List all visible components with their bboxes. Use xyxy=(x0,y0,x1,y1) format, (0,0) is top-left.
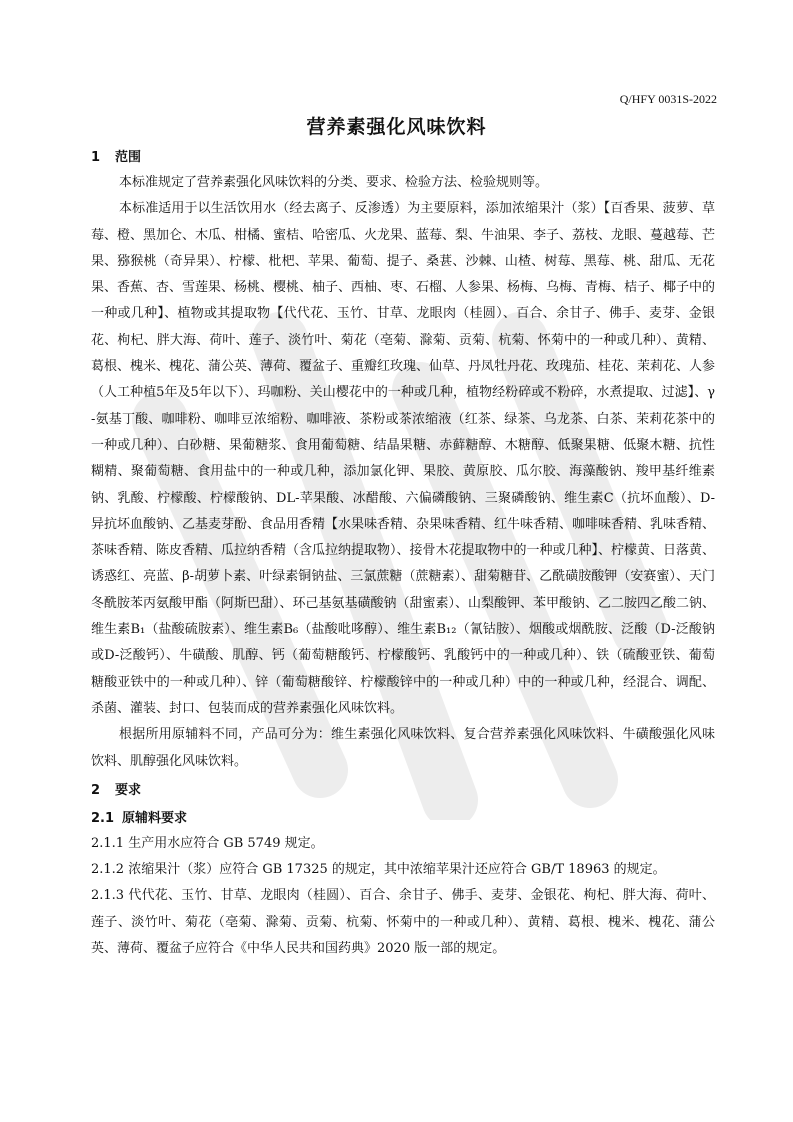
paragraph-scope-intro: 本标准规定了营养素强化风味饮料的分类、要求、检验方法、检验规则等。 xyxy=(119,175,549,190)
document-title: 营养素强化风味饮料 xyxy=(306,116,487,138)
document-body xyxy=(91,146,715,962)
clause-2-1-2: 2.1.2 浓缩果汁（浆）应符合 GB 17325 的规定，其中浓缩苹果汁还应符合 GB/T 18963 的规定。 xyxy=(91,862,666,878)
paragraph-scope-applicability: 本标准适用于以生活饮用水（经去离子、反渗透）为主要原料，添加浓缩果汁（浆）【百香果、菠萝、草莓、橙、黑加仑、木瓜、柑橘、蜜桔、哈密瓜、火龙果、蓝莓、梨、牛油果、李子、荔枝、龙眼、蔓越莓、芒果、猕猴桃（奇异果）、柠檬、枇杷、苹果、葡萄、提子、桑葚、沙棘、山楂、树莓、黑莓、桃、甜瓜、无花果、香蕉、杏、雪莲果、杨桃、樱桃、柚子、西柚、枣、石榴、人参果、杨梅、乌梅、青梅、桔子、椰子中的一种或几种】、植物或其提取物【代代花、玉竹、甘草、龙眼肉（桂圆）、百合、余甘子、佛手、麦芽、金银花、枸杞、胖大海、荷叶、莲子、淡竹叶、菊花（亳菊、滁菊、贡菊、杭菊、怀菊中的一种或几种）、黄精、葛根、槐米、槐花、蒲公英、薄荷、覆盆子、重瓣红玫瑰、仙草、丹凤牡丹花、玫瑰茄、桂花、茉莉花、人参（人工种植5年及5年以下）、玛咖粉、关山樱花中的一种或几种，植物经粉碎或不粉碎，水煮提取、过滤】、γ-氨基丁酸、咖啡粉、咖啡豆浓缩粉、咖啡液、茶粉或茶浓缩液（红茶、绿茶、乌龙茶、白茶、茉莉花茶中的一种或几种）、白砂糖、果葡糖浆、食用葡萄糖、结晶果糖、赤藓糖醇、木糖醇、低聚果糖、低聚木糖、抗性糊精、聚葡萄糖、食用盐中的一种或几种，添加氯化钾、果胶、黄原胶、瓜尔胶、海藻酸钠、羧甲基纤维素钠、乳酸、柠檬酸、柠檬酸钠、DL-苹果酸、冰醋酸、六偏磷酸钠、三聚磷酸钠、维生素C（抗坏血酸）、D-异抗坏血酸钠、乙基麦芽酚、食品用香精【水果味香精、杂果味香精、红牛味香精、咖啡味香精、乳味香精、茶味香精、陈皮香精、瓜拉纳香精（含瓜拉纳提取物）、接骨木花提取物中的一种或几种】、柠檬黄、日落黄、诱惑红、亮蓝、β-胡萝卜素、叶绿素铜钠盐、三氯蔗糖（蔗糖素）、甜菊糖苷、乙酰磺胺酸钾（安赛蜜）、天门冬酰胺苯丙氨酸甲酯（阿斯巴甜）、环己基氨基磺酸钠（甜蜜素）、山梨酸钾、苯甲酸钠、乙二胺四乙酸二钠、维生素B₁（盐酸硫胺素）、维生素B₆（盐酸吡哆醇）、维生素B₁₂（氰钴胺）、烟酸或烟酰胺、泛酸（D-泛酸钠或D-泛酸钙）、牛磺酸、肌醇、钙（葡萄糖酸钙、柠檬酸钙、乳酸钙中的一种或几种）、铁（硫酸亚铁、葡萄糖酸亚铁中的一种或几种）、锌（葡萄糖酸锌、柠檬酸锌中的一种或几种）中的一种或几种，经混合、调配、杀菌、灌装、封口、包装而成的营养素强化风味饮料。 xyxy=(91,201,716,716)
paragraph-product-classification: 根据所用原辅料不同，产品可分为：维生素强化风味饮料、复合营养素强化风味饮料、牛磺酸强化风味饮料、肌醇强化风味饮料。 xyxy=(91,727,715,769)
clause-2-1-1: 2.1.1 生产用水应符合 GB 5749 规定。 xyxy=(91,835,324,851)
standard-code: Q/HFY 0031S-2022 xyxy=(619,92,717,106)
clause-2-1-3: 2.1.3 代代花、玉竹、甘草、龙眼肉（桂圆）、百合、余甘子、佛手、麦芽、金银花、枸杞、胖大海、荷叶、莲子、淡竹叶、菊花（亳菊、滁菊、贡菊、杭菊、怀菊中的一种或几种）、黄精、葛根、槐米、槐花、蒲公英、薄荷、覆盆子应符合《中华人民共和国药典》2020 版一部的规定。 xyxy=(91,888,715,957)
section-heading-requirements: 2 要求 xyxy=(91,782,142,798)
subsection-heading-raw-materials: 2.1 原辅料要求 xyxy=(91,810,188,826)
section-heading-scope: 1 范围 xyxy=(91,150,142,165)
